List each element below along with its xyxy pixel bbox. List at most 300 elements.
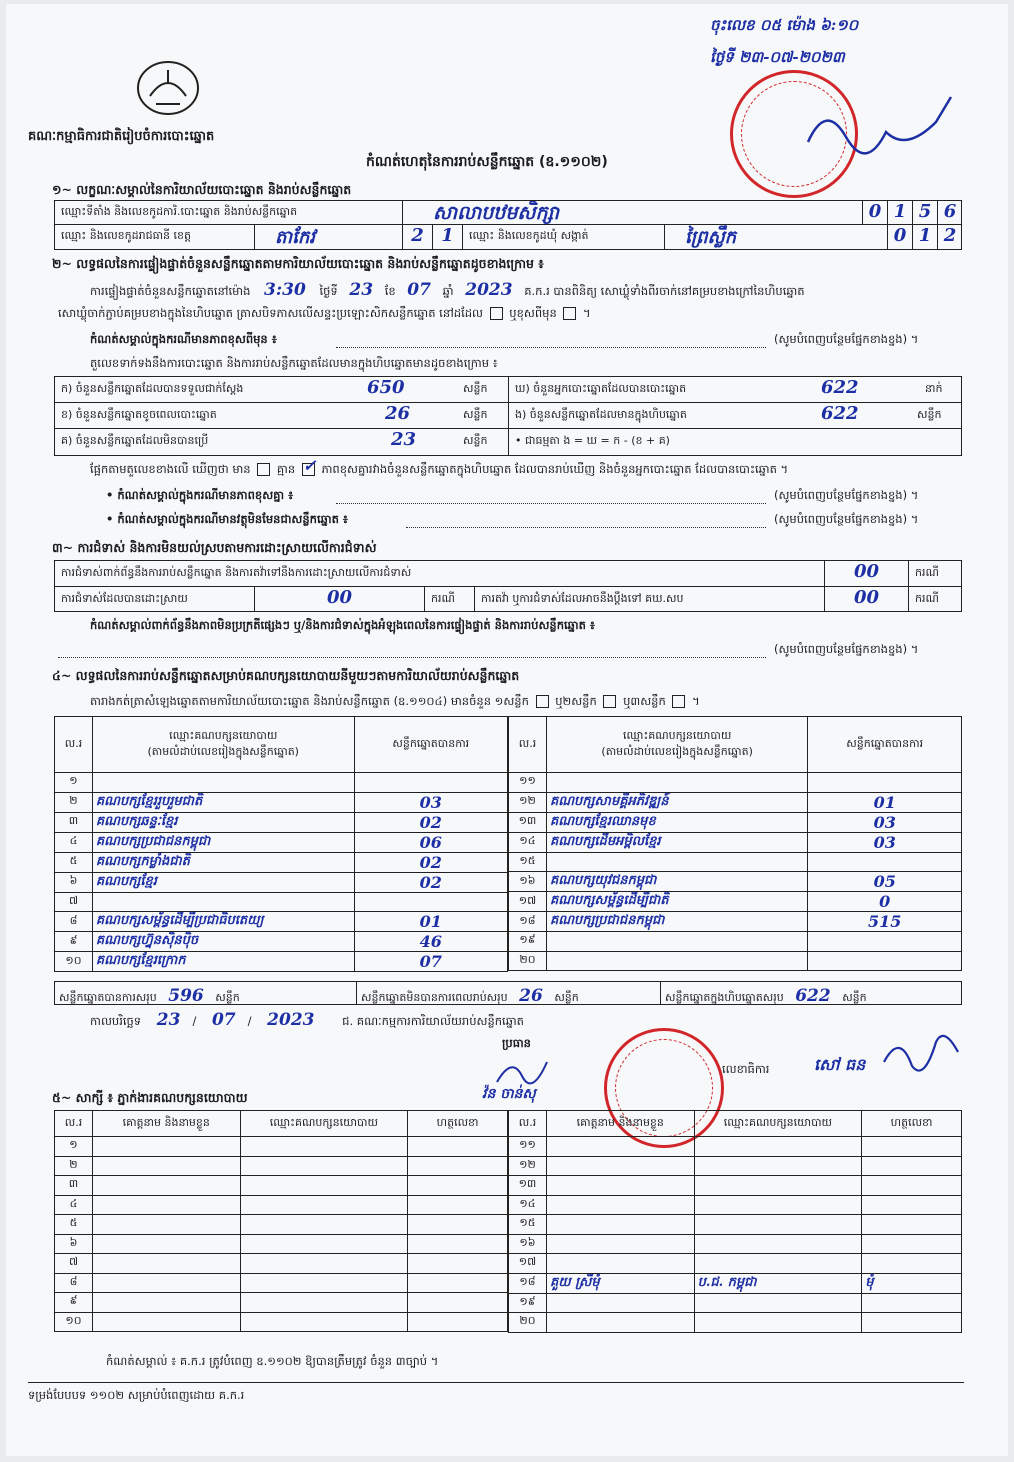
note-line <box>336 502 766 504</box>
unit: សន្លឹក <box>554 991 579 1004</box>
row-number: ៥ <box>55 852 93 872</box>
party-votes: 03 <box>808 832 962 852</box>
table-row <box>509 932 962 952</box>
witness-party <box>694 1254 862 1274</box>
day-label: ថ្ងៃទី <box>319 284 338 298</box>
tally-text-b: ឬ២សន្លឹក <box>555 694 597 708</box>
party-name <box>92 773 354 793</box>
count-row-b <box>55 403 509 429</box>
has-difference-checkbox[interactable] <box>257 463 270 476</box>
objection-row1-value: 00 <box>825 561 909 587</box>
handwritten-receipt-date: ថ្ងៃទី ២៣-០៧-២០២៣ <box>710 48 845 66</box>
commune-code-digit: 2 <box>943 225 957 246</box>
count-label: គ) ចំនួនសន្លឹកឆ្នោតដែលមិនបានប្រើ <box>61 434 209 447</box>
party-name: គណបក្សខ្មែរក្រោក <box>92 952 354 972</box>
party-votes: 03 <box>808 812 962 832</box>
table-row <box>509 1195 962 1215</box>
witness-name: គួយ ស្រីមុំ <box>546 1273 694 1293</box>
count-formula: • ជាធម្មតា ង = ឃ = ក - (ខ + គ) <box>515 434 670 447</box>
party-votes: 05 <box>808 872 962 892</box>
row-number: ១៧ <box>509 892 547 912</box>
row-number: ១៤ <box>509 832 547 852</box>
date-line: កាលបរិច្ឆេទ 23 / 07 / 2023 ជ. គណៈកម្មការការិយាល័យរាប់សន្លឹកឆ្នោត <box>90 1010 524 1030</box>
party-name: គណបក្សខ្មែររួបរួមជាតិ <box>92 792 354 812</box>
checkbox-checked-icon[interactable]: ✓ <box>302 456 317 475</box>
witness-name <box>92 1312 240 1332</box>
row-number: ៦ <box>55 1234 93 1254</box>
verification-time-line <box>90 280 805 301</box>
secretary-signature-mark <box>878 1022 968 1086</box>
witness-signature <box>862 1293 962 1313</box>
witness-party <box>694 1176 862 1196</box>
witness-party <box>694 1215 862 1235</box>
witness-signature <box>862 1195 962 1215</box>
count-unit: នាក់ <box>925 382 943 395</box>
witness-signature <box>408 1293 508 1313</box>
count-label: ឃ) ចំនួនអ្នកបោះឆ្នោតដែលបានបោះឆ្នោត <box>515 382 687 395</box>
row-number: ៣ <box>55 1176 93 1196</box>
row-number: ២០ <box>509 1313 547 1333</box>
witness-party <box>240 1312 408 1332</box>
col-name: គោត្តនាម និងនាមខ្លួន <box>92 1111 240 1137</box>
col-party: ឈ្មោះគណបក្សនយោបាយ <box>240 1111 408 1137</box>
two-sheet-checkbox[interactable] <box>603 695 616 708</box>
row-number: ៤ <box>55 832 93 852</box>
table-row <box>55 773 508 793</box>
table-row <box>509 832 962 852</box>
col-votes: សន្លឹកឆ្នោតបានការ <box>808 717 962 773</box>
witness-name <box>546 1137 694 1157</box>
count-value-received: 650 <box>367 377 405 398</box>
row-number: ១០ <box>55 1312 93 1332</box>
party-name <box>92 892 354 912</box>
table-row <box>509 1254 962 1274</box>
witness-name <box>546 1293 694 1313</box>
code-digit: 1 <box>888 201 913 225</box>
party-votes: 515 <box>808 912 962 932</box>
code-digit: 6 <box>938 201 962 225</box>
witness-party <box>694 1313 862 1333</box>
witness-name <box>92 1195 240 1215</box>
witness-signature <box>408 1156 508 1176</box>
row-number: ១១ <box>509 773 547 793</box>
party-votes: 07 <box>354 952 507 972</box>
row-number: ១៧ <box>509 1254 547 1274</box>
col-name: គោត្តនាម និងនាមខ្លួន <box>546 1111 694 1137</box>
table-row <box>55 952 508 972</box>
witness-name <box>92 1176 240 1196</box>
row-number: ៧ <box>55 892 93 912</box>
count-value-in-box: 622 <box>821 403 859 424</box>
party-votes: 03 <box>354 792 507 812</box>
col-votes: សន្លឹកឆ្នោតបានការ <box>354 717 507 773</box>
party-name: គណបក្សខ្មែរឈានមុខ <box>546 812 807 832</box>
table-row <box>509 1313 962 1333</box>
count-unit: សន្លឹក <box>463 434 488 447</box>
unit: សន្លឹក <box>215 991 240 1004</box>
or-previous-label: ឬខុសពីមុន <box>509 306 557 320</box>
witness-name <box>546 1215 694 1235</box>
table-row <box>509 872 962 892</box>
table-row <box>509 1215 962 1235</box>
party-name: គណបក្សសម្ព័ន្ធដើម្បីប្រជាធិបតេយ្យ <box>92 912 354 932</box>
table-row <box>509 1176 962 1196</box>
witness-name <box>92 1234 240 1254</box>
row-number: ៧ <box>55 1254 93 1274</box>
chair-signature: វ៉ន ចាន់សុ <box>482 1086 536 1102</box>
table-row <box>55 932 508 952</box>
col-party-title: ឈ្មោះគណបក្សនយោបាយ <box>623 728 732 742</box>
witness-table-right <box>508 1110 962 1333</box>
witness-party: ប.ជ. កម្ពុជា <box>694 1273 862 1293</box>
witness-party <box>240 1254 408 1274</box>
count-value-unused: 23 <box>391 429 417 450</box>
unit: សន្លឹក <box>842 991 867 1004</box>
results-table-left <box>54 716 508 972</box>
chair-signature-mark <box>492 1054 552 1088</box>
party-name: គណបក្សសម្ព័ន្ធដើម្បីជាតិ <box>546 892 807 912</box>
total-valid-label: សន្លឹកឆ្នោតបានការសរុប <box>59 991 157 1004</box>
party-votes: 46 <box>354 932 507 952</box>
section3-heading: ៣~ ការជំទាស់ និងការមិនយល់ស្របតាមការដោះស្រាយលើការជំទាស់ <box>52 540 377 555</box>
table-row <box>509 1137 962 1157</box>
count-label: ក) ចំនួនសន្លឹកឆ្នោតដែលបានទទួលជាក់ស្តែង <box>61 382 244 395</box>
col-no: ល.រ <box>509 717 547 773</box>
row-number: ១៥ <box>509 1215 547 1235</box>
row-number: ១៩ <box>509 1293 547 1313</box>
province-value: តាកែវ <box>255 225 403 250</box>
document-page <box>6 4 1008 1456</box>
chair-label: ប្រធាន <box>502 1036 531 1050</box>
party-name: គណបក្សប្រជាជនកម្ពុជា <box>546 912 807 932</box>
table-row <box>55 1137 508 1157</box>
note-difference-label: កំណត់សម្គាល់ក្នុងករណីមានភាពខុសពីមុន ៖ <box>90 332 277 346</box>
note-line <box>58 656 766 658</box>
secretary-signature: សៅ ធន <box>814 1055 866 1074</box>
table-row <box>55 1312 508 1332</box>
table-row <box>55 1293 508 1313</box>
count-label: ខ) ចំនួនសន្លឹកឆ្នោតខូចពេលបោះឆ្នោត <box>61 408 217 421</box>
table-row <box>509 892 962 912</box>
verification-text-line2: សោឃ្លុំចាក់ភ្ជាប់គម្របខាងក្នុងនៃហិបឆ្នោត ត្រាសបិទភាសលើសន្ទះប្រឡោះសិកសន្លឹកឆ្នោត នៅដដែល ឬខុសពីមុន ។ <box>58 306 591 320</box>
tally-sheet-line: តារាងកត់ត្រាសំឡេងឆ្នោតតាមការិយាល័យបោះឆ្នោត និងរាប់សន្លឹកឆ្នោត (ឧ.១១០៤) មានចំនួន ១សន្លឹក ឬ២សន្លឹក ឬ៣សន្លឹក ។ <box>90 694 700 708</box>
witness-signature <box>408 1254 508 1274</box>
fill-back-note: (សូមបំពេញបន្ថែមផ្នែកខាងខ្នង) ។ <box>774 488 919 502</box>
table-row <box>55 1273 508 1293</box>
form-code: ទម្រង់បែបបទ ១១០២ សម្រាប់បំពេញដោយ គ.ក.រ <box>28 1388 245 1402</box>
sign-label: ជ. គណៈកម្មការការិយាល័យរាប់សន្លឹកឆ្នោត <box>342 1014 524 1028</box>
witness-party <box>240 1273 408 1293</box>
witness-signature <box>862 1137 962 1157</box>
province-code-digit: 1 <box>433 225 463 250</box>
table-row <box>55 1215 508 1235</box>
emblem-icon <box>136 60 200 116</box>
total-box-label: សន្លឹកឆ្នោតក្នុងហិបឆ្នោតសរុប <box>665 991 784 1004</box>
witness-signature <box>862 1176 962 1196</box>
col-party: ឈ្មោះគណបក្សនយោបាយ <box>694 1111 862 1137</box>
witness-signature <box>408 1312 508 1332</box>
witness-party <box>240 1293 408 1313</box>
party-votes <box>808 932 962 952</box>
col-party-sub: (តាមលំដាប់លេខរៀងក្នុងសន្លឹកឆ្នោត) <box>147 744 299 758</box>
witness-signature <box>408 1273 508 1293</box>
province-code-digit: 2 <box>403 225 433 250</box>
resolved-value: 00 <box>255 587 425 612</box>
witness-signature: មុំ <box>862 1273 962 1293</box>
witness-name <box>92 1273 240 1293</box>
table-row <box>55 892 508 912</box>
witness-name <box>92 1293 240 1313</box>
party-votes <box>808 852 962 872</box>
commune-code-digit: 1 <box>913 225 938 250</box>
province-label: ឈ្មោះ និងលេខកូដរាជធានី ខេត្ត <box>55 225 255 250</box>
party-name: គណបក្សហ្វ៊ុនស៊ិនប៉ិច <box>92 932 354 952</box>
witness-signature <box>862 1215 962 1235</box>
col-no: ល.រ <box>55 717 93 773</box>
day-value: 23 <box>349 280 374 300</box>
count-label: ង) ចំនួនសន្លឹកឆ្នោតដែលមានក្នុងហិបឆ្នោត <box>515 408 687 421</box>
party-name <box>546 932 807 952</box>
count-value-voters: 622 <box>821 377 859 398</box>
year-label: ឆ្នាំ <box>442 284 454 298</box>
committee-name: គណៈកម្មាធិការជាតិរៀបចំការបោះឆ្នោត <box>28 129 215 144</box>
row-number: ៨ <box>55 912 93 932</box>
total-valid-cell <box>55 982 357 1005</box>
col-party <box>92 717 354 773</box>
table-row <box>509 773 962 793</box>
section1-table <box>54 200 962 250</box>
fill-back-note: (សូមបំពេញបន្ថែមផ្នែកខាងខ្នង) ។ <box>774 332 919 346</box>
secretary-label: លេខាធិការ <box>722 1062 770 1076</box>
row-number: ៦ <box>55 872 93 892</box>
table-row <box>55 872 508 892</box>
time-label: ការផ្ទៀងផ្ទាត់ចំនួនសន្លឹកឆ្នោតនៅម៉ោង <box>90 284 251 298</box>
form-title: កំណត់ហេតុនៃការរាប់សន្លឹកឆ្នោត (ឧ.១១០២) <box>366 154 608 170</box>
objection-row1-label: ការជំទាស់ពាក់ព័ន្ធនឹងការរាប់សន្លឹកឆ្នោត និងការតវ៉ាទៅនឹងការដោះស្រាយលើការជំទាស់ <box>55 561 825 587</box>
objection-note: កំណត់សម្គាល់ពាក់ព័ន្ធនឹងភាពមិនប្រក្រតីផ្សេងៗ ឬ/និងការជំទាស់ក្នុងអំឡុងពេលនៃការផ្ទៀងផ្ទាត់ និងការរាប់សន្លឹកឆ្នោត ៖ <box>90 618 595 632</box>
total-invalid-value: 26 <box>519 986 543 1005</box>
witness-signature <box>408 1176 508 1196</box>
location-value: សាលាបឋមសិក្សា <box>403 201 863 225</box>
three-sheet-checkbox[interactable] <box>672 695 685 708</box>
objection-table <box>54 560 962 612</box>
table-row <box>55 812 508 832</box>
party-name: គណបក្សយុវជនកម្ពុជា <box>546 872 807 892</box>
verification-text-a: គ.ក.រ បានពិនិត្យ សោឃ្លុំទាំងពីរចាក់នៅគម្របខាងក្រៅនៃហិបឆ្នោត <box>524 284 805 298</box>
witness-name <box>546 1254 694 1274</box>
table-row <box>509 951 962 971</box>
party-votes: 02 <box>354 852 507 872</box>
table-row <box>55 1176 508 1196</box>
note-difference2: • កំណត់សម្គាល់ក្នុងករណីមានភាពខុសគ្នា ៖ <box>106 488 294 502</box>
one-sheet-checkbox[interactable] <box>536 695 549 708</box>
witness-party <box>240 1215 408 1235</box>
row-number: ១៦ <box>509 1234 547 1254</box>
row-number: ២ <box>55 792 93 812</box>
party-votes: 01 <box>354 912 507 932</box>
ballot-count-table <box>54 376 962 456</box>
count-unit: សន្លឹក <box>463 382 488 395</box>
table-row <box>509 1273 962 1293</box>
witness-name <box>92 1156 240 1176</box>
table-row <box>509 792 962 812</box>
table-row <box>509 812 962 832</box>
commune-label: ឈ្មោះ និងលេខកូដឃុំ សង្កាត់ <box>463 225 665 250</box>
different-checkbox[interactable] <box>563 307 576 320</box>
row-number: ១ <box>55 1137 93 1157</box>
row-number: ៣ <box>55 812 93 832</box>
witness-signature <box>862 1313 962 1333</box>
witness-party <box>240 1234 408 1254</box>
compare-text-c: ភាពខុសគ្នារវាងចំនួនសន្លឹកឆ្នោតក្នុងហិបឆ្នោត ដែលបានរាប់ឃើញ និងចំនួនអ្នកបោះឆ្នោត ដែលបានបោះឆ្នោត ។ <box>321 462 789 476</box>
code-digit: 0 <box>863 201 888 225</box>
table-row <box>509 912 962 932</box>
tally-text: តារាងកត់ត្រាសំឡេងឆ្នោតតាមការិយាល័យបោះឆ្នោត និងរាប់សន្លឹកឆ្នោត (ឧ.១១០៤) មានចំនួន ១សន្លឹក <box>90 694 529 708</box>
party-votes <box>808 773 962 793</box>
table-row <box>55 852 508 872</box>
table-row <box>55 792 508 812</box>
compare-text-a: ផ្អែកតាមតួលេខខាងលើ ឃើញថា មាន <box>90 462 251 476</box>
month-value: 07 <box>407 280 431 300</box>
party-name <box>546 773 807 793</box>
party-name: គណបក្សខ្មែរ <box>92 872 354 892</box>
note-object: • កំណត់សម្គាល់ក្នុងករណីមានវត្ថុមិនមែនជាសន្លឹកឆ្នោត ៖ <box>106 512 348 526</box>
witness-name <box>92 1215 240 1235</box>
location-label: ឈ្មោះទីតាំង និងលេខកូដការិ.បោះឆ្នោត និងរាប់សន្លឹកឆ្នោត <box>55 201 403 225</box>
party-votes: 0 <box>808 892 962 912</box>
count-unit: សន្លឹក <box>917 408 942 421</box>
row-number: ១៩ <box>509 932 547 952</box>
section5-heading: ៥~ សាក្សី ៖ ភ្នាក់ងារគណបក្សនយោបាយ <box>52 1090 248 1105</box>
time-value: 3:30 <box>264 280 306 300</box>
table-intro: តួលេខទាក់ទងនឹងការបោះឆ្នោត និងការរាប់សន្លឹកឆ្នោតដែលមានក្នុងហិបឆ្នោតមានដូចខាងក្រោម ៖ <box>90 356 498 370</box>
col-sign: ហត្ថលេខា <box>862 1111 962 1137</box>
footer-note: កំណត់សម្គាល់ ៖ គ.ក.រ ត្រូវបំពេញ ឧ.១១០២ ឱ្យបានត្រឹមត្រូវ ចំនួន ៣ច្បាប់ ។ <box>106 1354 439 1368</box>
witness-signature <box>862 1254 962 1274</box>
date-label: កាលបរិច្ឆេទ <box>90 1014 142 1028</box>
row-number: ២ <box>55 1156 93 1176</box>
date-year: 2023 <box>267 1010 315 1030</box>
row-number: ១០ <box>55 952 93 972</box>
section2-heading: ២~ លទ្ធផលនៃការផ្ទៀងផ្ទាត់ចំនួនសន្លឹកឆ្នោតតាមការិយាល័យបោះឆ្នោត និងរាប់សន្លឹកឆ្នោតដូចខាងក្រោម ៖ <box>52 256 544 271</box>
year-value: 2023 <box>465 280 513 300</box>
fill-back-note: (សូមបំពេញបន្ថែមផ្នែកខាងខ្នង) ។ <box>774 642 919 656</box>
date-day: 23 <box>156 1010 181 1030</box>
section4-heading: ៤~ លទ្ធផលនៃការរាប់សន្លឹកឆ្នោតសម្រាប់គណបក្សនយោបាយនីមួយៗតាមការិយាល័យរាប់សន្លឹកឆ្នោត <box>52 668 520 683</box>
section1-heading: ១~ លក្ខណៈសម្គាល់នៃការិយាល័យបោះឆ្នោត និងរាប់សន្លឹកឆ្នោត <box>52 182 352 197</box>
witness-signature <box>862 1234 962 1254</box>
appeal-label: ការតវ៉ា ឬការជំទាស់ដែលអាចនឹងប្តឹងទៅ គឃ.សប <box>475 587 825 612</box>
party-name: គណបក្សឆន្ទៈខ្មែរ <box>92 812 354 832</box>
col-sign: ហត្ថលេខា <box>408 1111 508 1137</box>
row-number: ១៣ <box>509 1176 547 1196</box>
row-number: ១៦ <box>509 872 547 892</box>
row-number: ១៨ <box>509 1273 547 1293</box>
table-row <box>509 1293 962 1313</box>
count-row-e <box>509 403 962 429</box>
row-number: ១១ <box>509 1137 547 1157</box>
results-table-right <box>508 716 962 971</box>
row-number: ១ <box>55 773 93 793</box>
code-digit: 5 <box>913 201 938 225</box>
count-unit: សន្លឹក <box>463 408 488 421</box>
unit-cases: ករណី <box>425 587 475 612</box>
total-valid-value: 596 <box>168 986 204 1005</box>
witness-table-left <box>54 1110 508 1332</box>
row-number: ៩ <box>55 1293 93 1313</box>
row-number: ១២ <box>509 792 547 812</box>
count-value-spoiled: 26 <box>385 403 411 424</box>
witness-name <box>546 1176 694 1196</box>
party-name <box>546 852 807 872</box>
witness-party <box>240 1176 408 1196</box>
count-row-a <box>55 377 509 403</box>
col-party-title: ឈ្មោះគណបក្សនយោបាយ <box>169 728 278 742</box>
unit-cases: ករណី <box>915 592 939 605</box>
party-votes <box>808 951 962 971</box>
party-votes: 02 <box>354 812 507 832</box>
party-name: គណបក្សប្រជាជនកម្ពុជា <box>92 832 354 852</box>
party-name: គណបក្សកម្លាំងជាតិ <box>92 852 354 872</box>
row-number: ១២ <box>509 1156 547 1176</box>
col-party <box>546 717 807 773</box>
resolved-label: ការជំទាស់ដែលបានដោះស្រាយ <box>55 587 255 612</box>
row-number: ៥ <box>55 1215 93 1235</box>
party-votes: 01 <box>808 792 962 812</box>
witness-name <box>546 1313 694 1333</box>
table-row <box>55 832 508 852</box>
table-row <box>55 1254 508 1274</box>
party-votes <box>354 892 507 912</box>
col-no: ល.រ <box>55 1111 93 1137</box>
witness-signature <box>408 1195 508 1215</box>
footer-divider <box>28 1382 964 1383</box>
row-number: ១៣ <box>509 812 547 832</box>
compare-line <box>90 456 789 479</box>
appeal-value: 00 <box>825 587 909 612</box>
count-row-c <box>55 429 509 456</box>
commune-value: ព្រៃស្លឹក <box>665 225 888 250</box>
date-month: 07 <box>211 1010 236 1030</box>
note-line <box>336 346 766 348</box>
tally-text-c: ឬ៣សន្លឹក <box>623 694 666 708</box>
row-number: ១៨ <box>509 912 547 932</box>
month-label: ខែ <box>384 284 396 298</box>
total-box-cell <box>661 982 962 1005</box>
row-number: ៤ <box>55 1195 93 1215</box>
witness-signature <box>862 1156 962 1176</box>
unit-cases: ករណី <box>909 561 962 587</box>
note-line <box>406 526 766 528</box>
same-checkbox[interactable] <box>490 307 503 320</box>
fill-back-note: (សូមបំពេញបន្ថែមផ្នែកខាងខ្នង) ។ <box>774 512 919 526</box>
witness-signature <box>408 1215 508 1235</box>
signature-top <box>806 92 956 162</box>
witness-party <box>694 1156 862 1176</box>
witness-party <box>694 1234 862 1254</box>
col-party-sub: (តាមលំដាប់លេខរៀងក្នុងសន្លឹកឆ្នោត) <box>601 744 753 758</box>
party-name: គណបក្សដើមអម្ពិលខ្មែរ <box>546 832 807 852</box>
table-row <box>55 1234 508 1254</box>
witness-party <box>240 1137 408 1157</box>
handwritten-receipt-note: ចុះលេខ ០៥ ម៉ោង ៦:១០ <box>710 16 859 34</box>
witness-party <box>694 1293 862 1313</box>
table-row <box>509 1234 962 1254</box>
row-number: ៨ <box>55 1273 93 1293</box>
party-name <box>546 951 807 971</box>
table-row <box>509 852 962 872</box>
total-invalid-cell <box>357 982 661 1005</box>
